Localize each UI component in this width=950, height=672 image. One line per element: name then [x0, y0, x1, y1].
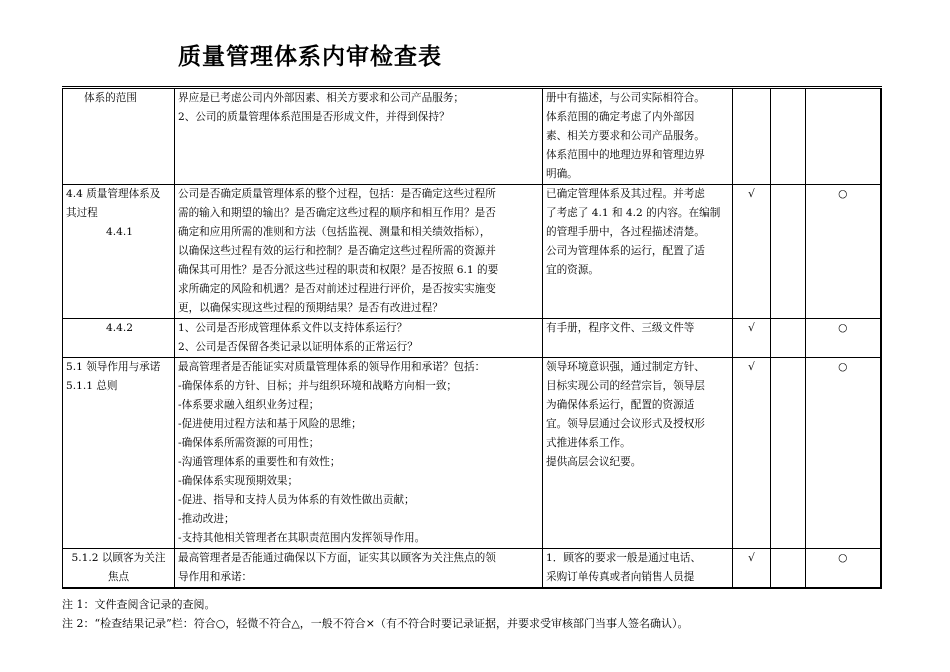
requirement-cell: [175, 358, 543, 549]
evidence-line: 1．顾客的要求一般是通过电话、: [546, 552, 702, 564]
evidence-line: 册中有描述，与公司实际相符合。: [546, 92, 705, 104]
evidence-line: 提供高层会议纪要。: [546, 456, 642, 468]
blank-cell: [771, 549, 806, 589]
requirement-line: 需的输入和期望的输出？是否确定这些过程的顺序和相互作用？是否: [178, 207, 496, 219]
clause-number: 4.4.2: [106, 322, 133, 334]
clause-text: 5.1.2 以顾客为关注: [71, 552, 166, 564]
requirement-line: -促进、指导和支持人员为体系的有效性做出贡献；: [178, 494, 415, 506]
evidence-line: 的管理手册中，各过程描述清楚。: [546, 226, 705, 238]
requirement-line: -支持其他相关管理者在其职责范围内发挥领导作用。: [178, 532, 426, 544]
evidence-line: 宜。领导层通过会议形式及授权形: [546, 418, 705, 430]
result-cell: ○: [806, 185, 881, 319]
evidence-cell: [543, 358, 733, 549]
evidence-line: 目标实现公司的经营宗旨，领导层: [546, 380, 705, 392]
clause-text: 4.4 质量管理体系及: [66, 188, 161, 200]
requirement-cell: [175, 88, 543, 185]
check-cell: √: [733, 185, 771, 319]
clause-text: 5.1 领导作用与承诺: [66, 361, 161, 373]
requirement-line: 以确保这些过程有效的运行和控制？是否确定这些过程所需的资源并: [178, 245, 496, 257]
table-row: [63, 549, 881, 589]
requirement-cell: [175, 319, 543, 358]
clause-text: 其过程: [66, 207, 98, 219]
requirement-line: -推动改进；: [178, 513, 235, 525]
requirement-line: -体系要求融入组织业务过程；: [178, 399, 320, 411]
requirement-line: -促进使用过程方法和基于风险的思维；: [178, 418, 362, 430]
evidence-line: 素、相关方要求和公司产品服务。: [546, 130, 705, 142]
evidence-line: 式推进体系工作。: [546, 437, 631, 449]
requirement-line: 更，以确保实现这些过程的预期结果？是否有改进过程？: [178, 302, 443, 314]
requirement-line: 界应是已考虑公司内外部因素、相关方要求和公司产品服务；: [178, 92, 465, 104]
evidence-line: 采购订单传真或者向销售人员提: [546, 571, 695, 583]
requirement-line: -确保体系实现预期效果；: [178, 475, 299, 487]
requirement-line: 最高管理者是否能通过确保以下方面，证实其以顾客为关注焦点的领: [178, 552, 496, 564]
clause-cell: [63, 358, 175, 549]
evidence-cell: [543, 549, 733, 589]
requirement-line: 2、公司是否保留各类记录以证明体系的正常运行？: [178, 341, 418, 353]
requirement-line: -沟通管理体系的重要性和有效性；: [178, 456, 341, 468]
table-row: [63, 358, 881, 549]
evidence-line: 已确定管理体系及其过程。并考虑: [546, 188, 705, 200]
result-cell: ○: [806, 358, 881, 549]
check-cell: √: [733, 358, 771, 549]
clause-number: 4.4.1: [106, 226, 133, 238]
requirement-line: -确保体系所需资源的可用性；: [178, 437, 320, 449]
check-cell: [733, 88, 771, 185]
requirement-line: 确定和应用所需的准则和方法（包括监视、测量和相关绩效指标），: [178, 226, 491, 238]
requirement-line: 2、公司的质量管理体系范围是否形成文件，并得到保持？: [178, 111, 450, 123]
clause-cell: [63, 185, 175, 319]
evidence-line: 公司为管理体系的运行，配置了适: [546, 245, 705, 257]
evidence-line: 体系范围中的地理边界和管理边界: [546, 149, 705, 161]
check-cell: √: [733, 319, 771, 358]
blank-cell: [771, 88, 806, 185]
check-cell: √: [733, 549, 771, 589]
requirement-cell: [175, 185, 543, 319]
requirement-line: 确保其可用性？是否分派这些过程的职责和权限？是否按照 6.1 的要: [178, 264, 499, 276]
requirement-line: 公司是否确定质量管理体系的整个过程，包括：是否确定这些过程所: [178, 188, 496, 200]
evidence-cell: [543, 319, 733, 358]
footnote-1: 注 1：文件查阅含记录的查阅。: [62, 598, 216, 611]
table-row: [63, 88, 881, 185]
clause-text: 焦点: [107, 571, 130, 583]
evidence-line: 明确。: [546, 168, 578, 180]
requirement-line: 导作用和承诺：: [178, 571, 253, 583]
requirement-line: 最高管理者是否能证实对质量管理体系的领导作用和承诺？包括：: [178, 361, 486, 373]
evidence-cell: [543, 88, 733, 185]
clause-cell: [63, 88, 175, 185]
footnotes: [62, 595, 689, 633]
evidence-line: 有手册，程序文件、三级文件等: [546, 322, 695, 334]
blank-cell: [771, 319, 806, 358]
result-cell: ○: [806, 549, 881, 589]
evidence-line: 了考虑了 4.1 和 4.2 的内容。在编制: [546, 207, 721, 219]
evidence-line: 为确保体系运行，配置的资源适: [546, 399, 695, 411]
result-cell: [806, 88, 881, 185]
footnote-2: 注 2：“检查结果记录”栏：符合○，轻微不符合△，一般不符合×（有不符合时要记录证据，并要求受审核部门当事人签名确认）。: [62, 617, 689, 630]
requirement-line: 1、公司是否形成管理体系文件以支持体系运行？: [178, 322, 408, 334]
table-row: [63, 185, 881, 319]
evidence-line: 宜的资源。: [546, 264, 599, 276]
requirement-line: -确保体系的方针、目标；并与组织环境和战略方向相一致；: [178, 380, 458, 392]
result-cell: ○: [806, 319, 881, 358]
blank-cell: [771, 358, 806, 549]
evidence-line: 体系范围的确定考虑了内外部因: [546, 111, 695, 123]
clause-text: 体系的范围: [84, 92, 137, 104]
clause-cell: [63, 319, 175, 358]
clause-cell: [63, 549, 175, 589]
audit-checklist-table: [62, 86, 882, 589]
requirement-line: 求所确定的风险和机遇？是否对前述过程进行评价，是否按实实施变: [178, 283, 496, 295]
page-title: 质量管理体系内审检查表: [178, 44, 442, 70]
requirement-cell: [175, 549, 543, 589]
evidence-line: 领导环境意识强，通过制定方针、: [546, 361, 705, 373]
evidence-cell: [543, 185, 733, 319]
clause-text: 5.1.1 总则: [66, 380, 118, 392]
blank-cell: [771, 185, 806, 319]
table-row: [63, 319, 881, 358]
